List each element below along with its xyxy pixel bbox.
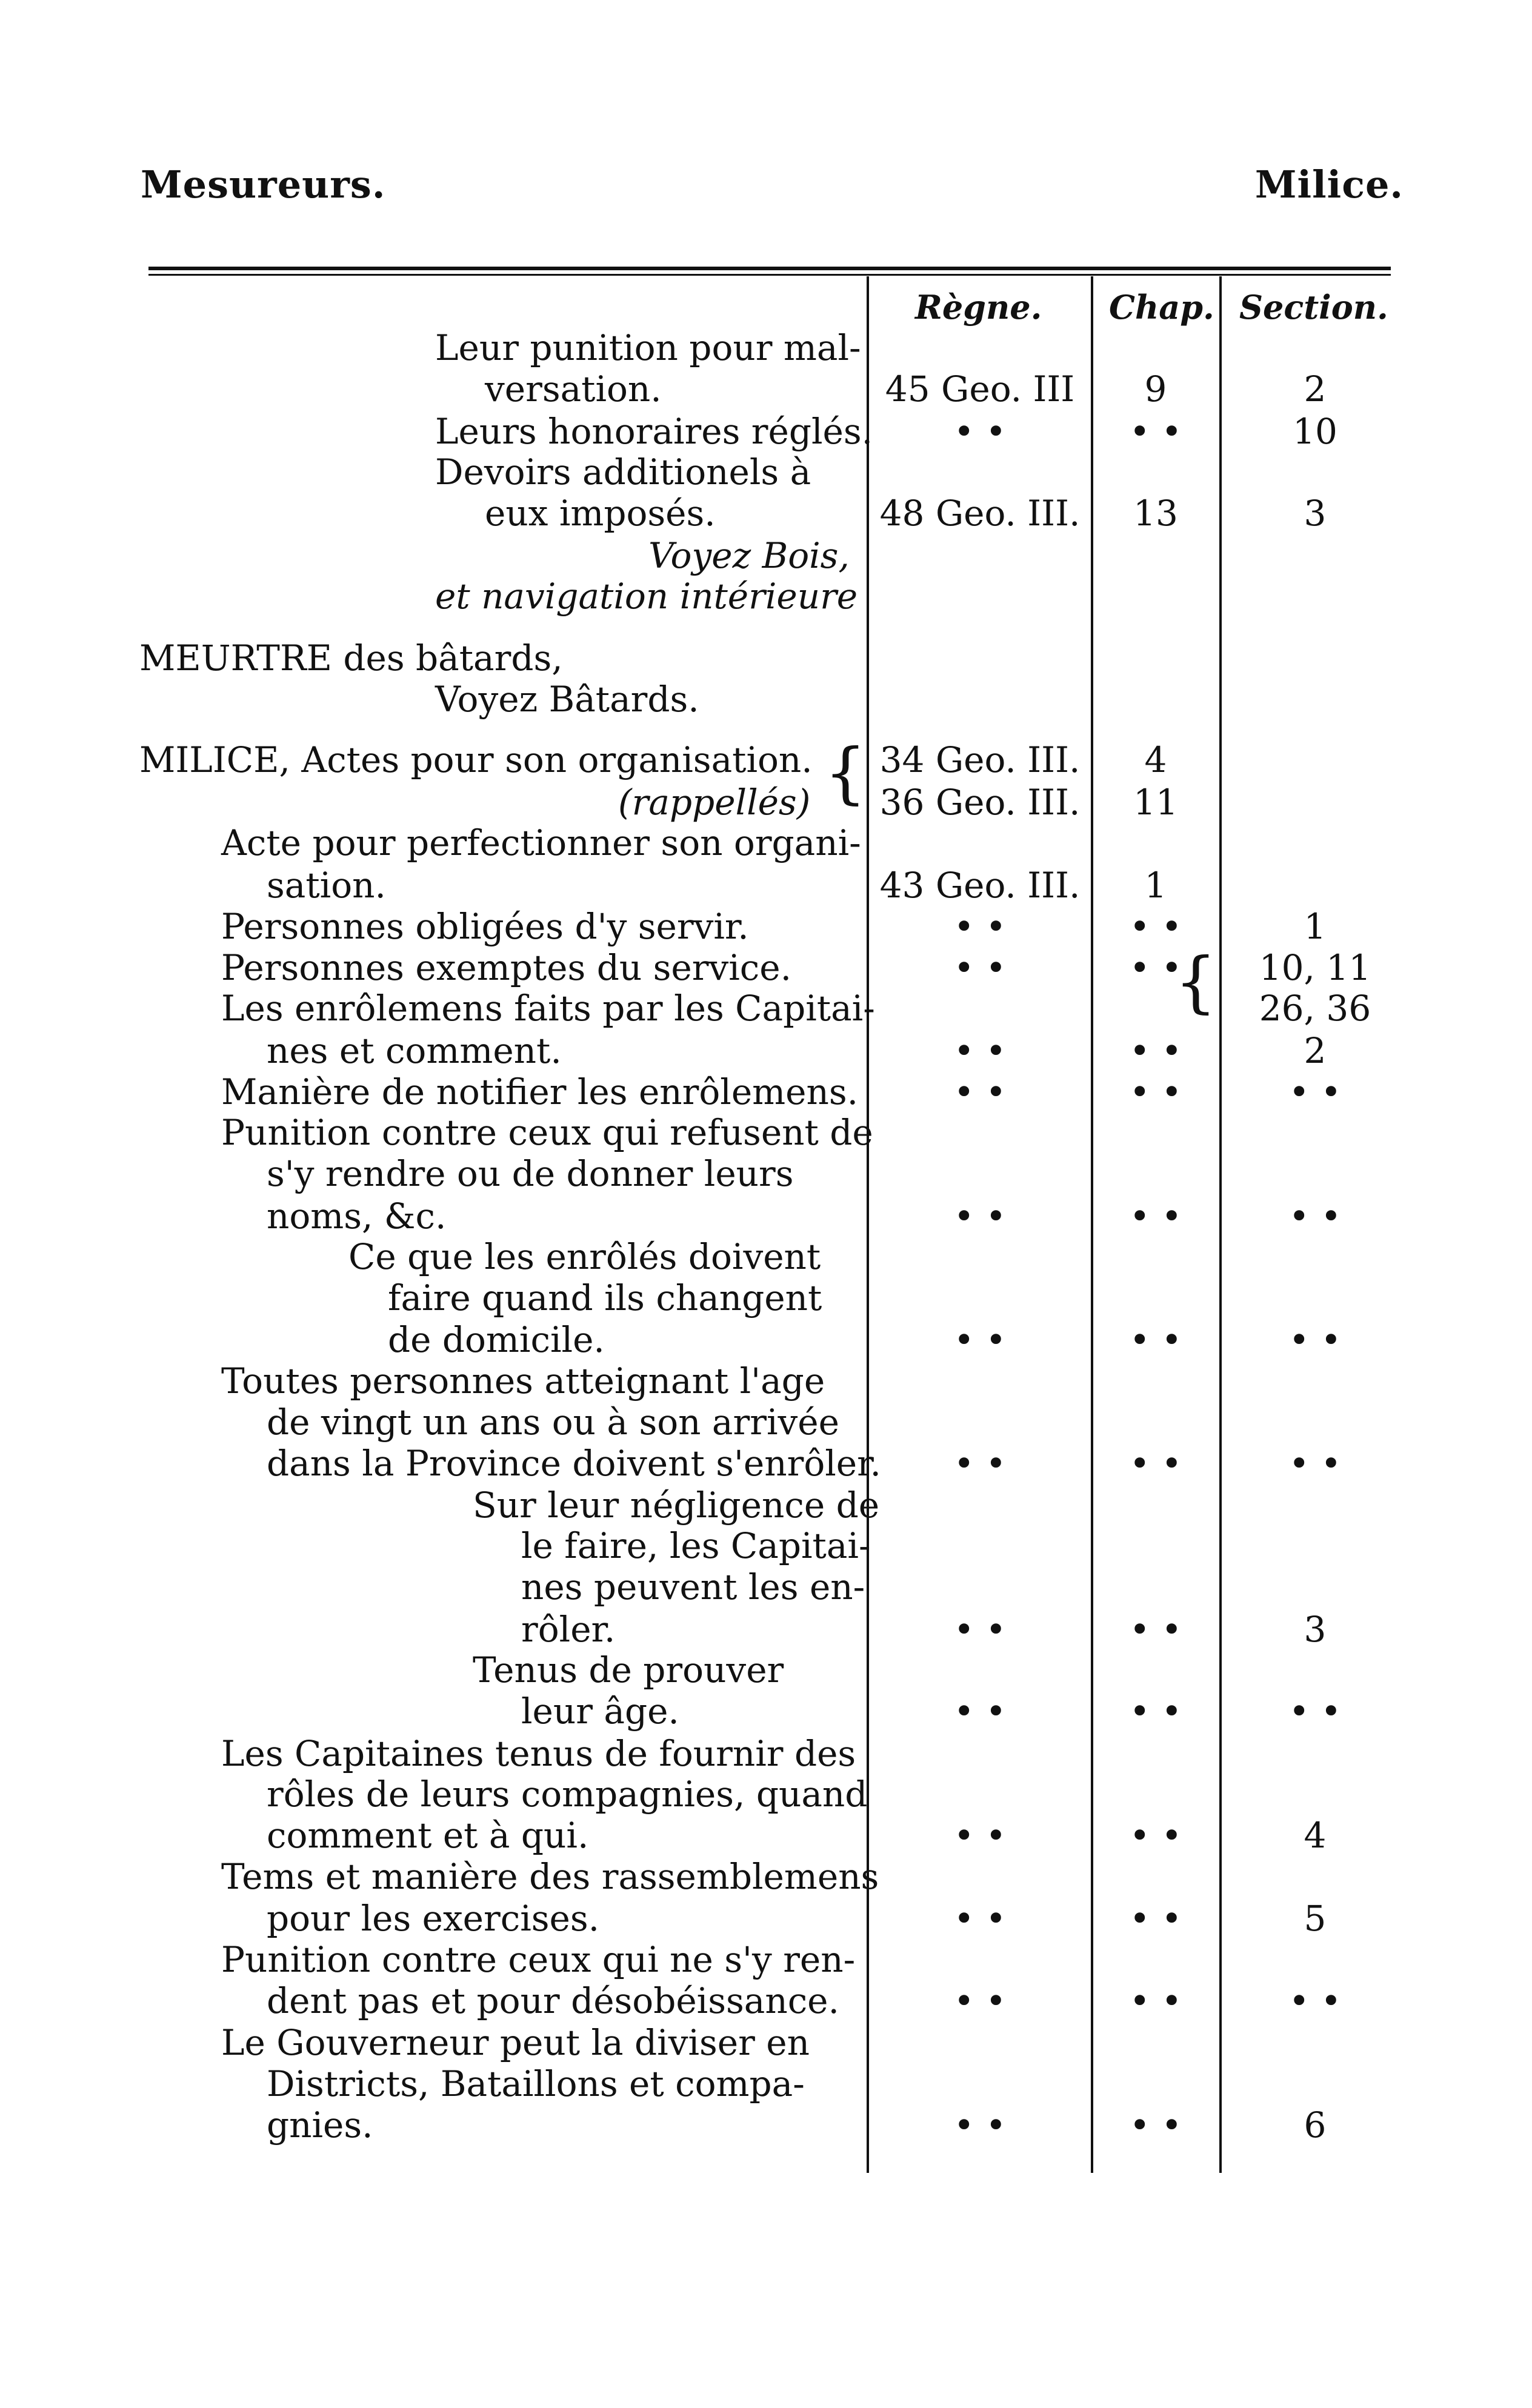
running-head-right: Milice. — [1254, 162, 1404, 207]
index-line: versation. — [485, 368, 662, 410]
section-cell: • • — [1288, 1980, 1342, 2021]
regne-cell: • • — [953, 1030, 1007, 1071]
chap-cell: • • — [1129, 1815, 1182, 1856]
index-line: Personnes exemptes du service. — [221, 947, 791, 988]
index-line: Sur leur négligence de — [473, 1485, 880, 1526]
index-line: Ce que les enrôlés doivent — [348, 1236, 821, 1277]
regne-cell: 45 Geo. III — [885, 368, 1075, 410]
index-line: Les Capitaines tenus de fournir des — [221, 1733, 856, 1774]
index-line: nes peuvent les en- — [521, 1566, 865, 1608]
index-line: Leur punition pour mal- — [435, 327, 861, 368]
index-line: noms, &c. — [267, 1196, 447, 1237]
index-line: Voyez Bois, — [648, 535, 850, 576]
section-cell: 4 — [1304, 1815, 1327, 1856]
regne-cell: 34 Geo. III. — [879, 739, 1081, 780]
regne-cell: • • — [953, 1980, 1007, 2021]
section-cell: 1 — [1304, 906, 1327, 947]
chap-cell: 11 — [1133, 782, 1178, 823]
index-line: et navigation intérieure — [435, 576, 858, 617]
regne-cell: • • — [953, 1196, 1007, 1237]
regne-cell: 36 Geo. III. — [879, 782, 1081, 823]
regne-cell: • • — [953, 1071, 1007, 1113]
regne-cell: • • — [953, 1691, 1007, 1732]
section-cell: 2 — [1304, 368, 1327, 410]
index-line: dent pas et pour désobéissance. — [267, 1980, 839, 2021]
chap-cell: 4 — [1144, 739, 1167, 780]
section-cell: 3 — [1304, 493, 1327, 534]
regne-cell: • • — [953, 1319, 1007, 1360]
index-line: leur âge. — [521, 1691, 679, 1732]
column-divider-chap — [1091, 276, 1093, 2173]
index-line: eux imposés. — [485, 493, 716, 534]
index-line: Voyez Bâtards. — [435, 679, 699, 720]
index-line: s'y rendre ou de donner leurs — [267, 1153, 794, 1194]
regne-cell: • • — [953, 2104, 1007, 2146]
section-cell: 5 — [1304, 1898, 1327, 1939]
index-line: rôler. — [521, 1609, 616, 1650]
header-rule — [148, 267, 1391, 270]
index-line: faire quand ils changent — [388, 1277, 822, 1319]
regne-cell: • • — [953, 1898, 1007, 1939]
chap-cell: 13 — [1133, 493, 1178, 534]
chap-cell: • • — [1129, 1030, 1182, 1071]
index-line: de vingt un ans ou à son arrivée — [267, 1402, 839, 1443]
section-cell: • • — [1288, 1196, 1342, 1237]
index-line: de domicile. — [388, 1319, 605, 1360]
index-line: Manière de notifier les enrôlemens. — [221, 1071, 859, 1113]
section-cell: • • — [1288, 1071, 1342, 1113]
index-line: Toutes personnes atteignant l'age — [221, 1360, 825, 1402]
regne-cell: 48 Geo. III. — [879, 493, 1081, 534]
index-line: Punition contre ceux qui ne s'y ren- — [221, 1939, 856, 1980]
section-cell: 6 — [1304, 2104, 1327, 2146]
index-line: Tems et manière des rassemblemens — [221, 1856, 879, 1897]
regne-cell: • • — [953, 411, 1007, 452]
index-line: MEURTRE des bâtards, — [139, 637, 563, 679]
running-head-left: Mesureurs. — [141, 162, 386, 207]
brace-icon: { — [824, 734, 867, 811]
section-cell: • • — [1288, 1443, 1342, 1484]
chap-cell: • • — [1129, 2104, 1182, 2146]
chap-cell: 9 — [1144, 368, 1167, 410]
regne-cell: • • — [953, 947, 1007, 988]
index-line: Acte pour perfectionner son organi- — [221, 822, 861, 863]
index-line: sation. — [267, 865, 386, 906]
index-line: Leurs honoraires réglés. — [435, 411, 873, 452]
column-header-regne: Règne. — [915, 288, 1042, 327]
regne-cell: 43 Geo. III. — [879, 865, 1081, 906]
section-cell: • • — [1288, 1691, 1342, 1732]
regne-cell: • • — [953, 1443, 1007, 1484]
chap-cell: • • — [1129, 1443, 1182, 1484]
brace-icon: { — [1174, 943, 1217, 1020]
header-rule-thin — [148, 274, 1391, 276]
index-line: Personnes obligées d'y servir. — [221, 906, 749, 947]
index-line: Le Gouverneur peut la diviser en — [221, 2022, 810, 2063]
index-line: pour les exercises. — [267, 1898, 600, 1939]
chap-cell: • • — [1129, 1609, 1182, 1650]
chap-cell: • • — [1129, 411, 1182, 452]
index-line: (rappellés) — [618, 782, 811, 823]
section-cell: • • — [1288, 1319, 1342, 1360]
section-cell: 10, 11 — [1259, 947, 1371, 988]
index-line: nes et comment. — [267, 1030, 562, 1071]
chap-cell: • • — [1129, 1319, 1182, 1360]
chap-cell: • • — [1129, 1196, 1182, 1237]
index-line: comment et à qui. — [267, 1815, 589, 1856]
section-cell: 10 — [1293, 411, 1337, 452]
index-line: Districts, Bataillons et compa- — [267, 2063, 805, 2104]
chap-cell: • • — [1129, 1071, 1182, 1113]
chap-cell: • • — [1129, 947, 1182, 988]
index-line: Tenus de prouver — [473, 1649, 784, 1691]
index-line: Devoirs additionels à — [435, 451, 811, 493]
regne-cell: • • — [953, 906, 1007, 947]
chap-cell: • • — [1129, 1980, 1182, 2021]
chap-cell: • • — [1129, 906, 1182, 947]
index-line: Punition contre ceux qui refusent de — [221, 1112, 873, 1153]
chap-cell: • • — [1129, 1898, 1182, 1939]
column-header-section: Section. — [1239, 288, 1388, 327]
index-line: rôles de leurs compagnies, quand — [267, 1774, 868, 1815]
index-line: gnies. — [267, 2104, 373, 2146]
section-cell: 2 — [1304, 1030, 1327, 1071]
regne-cell: • • — [953, 1609, 1007, 1650]
index-line: MILICE, Actes pour son organisation. — [139, 739, 813, 780]
section-cell: 26, 36 — [1259, 988, 1371, 1029]
index-line: dans la Province doivent s'enrôler. — [267, 1443, 881, 1484]
index-line: le faire, les Capitai- — [521, 1525, 871, 1566]
regne-cell: • • — [953, 1815, 1007, 1856]
column-divider-section — [1219, 276, 1222, 2173]
chap-cell: • • — [1129, 1691, 1182, 1732]
section-cell: 3 — [1304, 1609, 1327, 1650]
chap-cell: 1 — [1144, 865, 1167, 906]
index-line: Les enrôlemens faits par les Capitai- — [221, 988, 875, 1029]
column-header-chap: Chap. — [1109, 288, 1214, 327]
